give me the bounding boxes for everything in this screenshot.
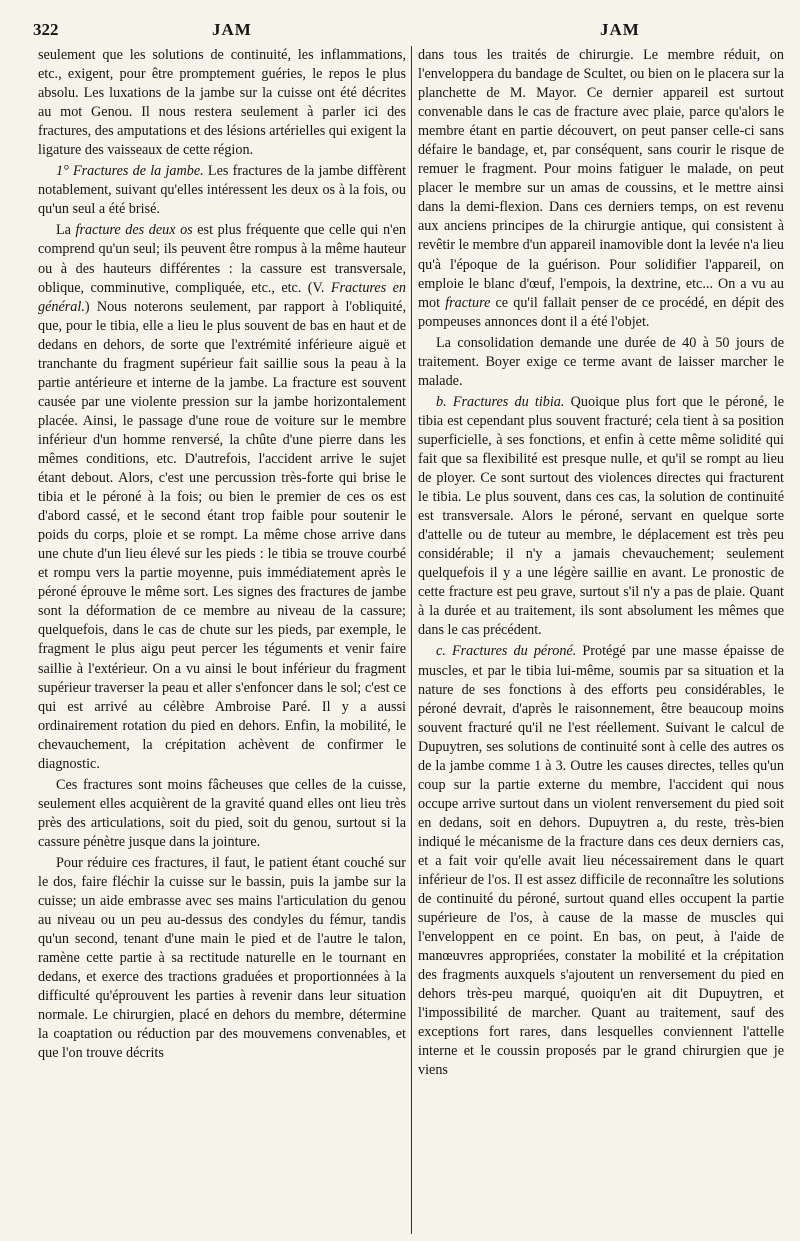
column-divider — [411, 46, 412, 1234]
paragraph-fractures-perone: c. Fractures du péroné. Protégé par une masse épaisse de muscles, et par le tibia lui-même, soumis par sa situation et la nature de ses fonctions à des efforts peu considérables, le péroné devrait, d'après le raisonnement, être beaucoup moins souvent fracturé qu'il ne l'est réellement. Suivant le calcul de Dupuytren, ses solutions de continuité sont à celle des autres os de la jambe comme 1 à 3. Outre les causes directes, telles qu'un coup sur la partie externe du membre, l'accident qui nous occupe arrive surtout dans un violent renversement du pied soit en dedans, soit en dehors. Dupuytren a, du reste, très-bien indiqué le mécanisme de la fracture dans ces deux derniers cas, et a fait voir qu'elle avait lieu nécessairement dans le quart inférieur de l'os. Il est assez difficile de reconnaître les solutions de continuité du péroné, surtout quand elles occupent la partie supérieure de l'os, à cause de la masse de muscles qui l'enveloppent en ce point. En bas, on peut, à l'aide de manœuvres appropriées, constater la mobilité et la crépitation des fragments auxquels s'ajoutent un renversement du pied en dehors très-peu marqué, quoiqu'en ait dit Dupuytren, et l'impossibilité de marcher. Quant au traitement, sauf des exceptions fort rares, dans lesquelles conviennent l'attelle interne et le coussin proposés par le grand chirurgien que je viens — [418, 643, 784, 1079]
running-title-left: JAM — [212, 20, 252, 39]
paragraph-consolidation: La consolidation demande une durée de 40 à 50 jours de traitement. Boyer exige ce terme avant de laisser marcher le malade. — [418, 334, 784, 389]
running-title-right: JAM — [600, 20, 640, 39]
left-column — [38, 46, 406, 1241]
section-heading: b. Fractures du tibia. — [436, 393, 565, 410]
section-heading: c. Fractures du péroné. — [436, 643, 577, 660]
page-number: 322 — [33, 20, 59, 39]
paragraph-continuation: seulement que les solutions de continuité, les inflammations, etc., exigent, pour être promptement guéries, le repos le plus absolu. Les luxations de la jambe sur la cuisse ont été décrites au mot Genou. Il nous restera seulement à parler ici des fractures, des amputations et des lésions artérielles qui exigent la ligature des vaisseaux de cette région. — [38, 47, 406, 159]
paragraph-fracture-deux-os: La fracture des deux os est plus fréquente que celle qui n'en comprend qu'un seul; ils peuvent être rompus à la même hauteur ou à des hauteurs différentes : la cassure est transversale, oblique, comminutive, compliquée, etc., etc. (V. Fractures en général.) Nous noterons seulement, par rapport à l'obliquité, que, pour le tibia, elle a lieu le plus souvent de bas en haut et de dedans en dehors, de sorte que l'extrémité inférieure aiguë et tranchante du fragment supérieur fait saillie sous la peau à la partie antérieure et interne de la jambe. La fracture est souvent causée par une violente pression sur la jambe horizontalement placée. Ainsi, le passage d'une roue de voiture sur le membre inférieur d'un homme renversé, la chûte d'une pierre dans les mêmes conditions, etc. D'autrefois, l'accident arrive le sujet étant debout. Alors, c'est une percussion très-forte qui brise le tibia et le péroné à la fois; ou bien le premier de ces os est d'abord cassé, et le second étant trop faible pour soutenir le poids du corps, ploie et se rompt. La même chose arrive dans une chute d'un lieu élevé sur les pieds : le tibia se trouve courbé et rompu vers la partie moyenne, puis immédiatement après le péroné éprouve le même sort. Les signes des fractures de jambe sont la déformation de ce membre au niveau de la cassure; quelquefois, dans le cas de chute sur les pieds, par exemple, le fragment le plus aigu peut percer les téguments et venir faire saillie à l'extérieur. On a vu ainsi le bout inférieur du fragment supérieur traverser la peau et aller s'enfoncer dans le sol; c'est ce qui est arrivé au célèbre Ambroise Paré. Il y a aussi ordinairement rotation du pied en dehors. Enfin, la mobilité, le chevauchement, la crépitation achèvent de confirmer le diagnostic. — [38, 222, 406, 772]
section-heading: 1° Fractures de la jambe. — [56, 163, 204, 180]
paragraph-fractures-tibia: b. Fractures du tibia. Quoique plus fort que le péroné, le tibia est cependant plus souvent fracturé; cela tient à sa position superficielle, à ses fonctions, et enfin à cette même solidité qui fait que sa flexibilité est presque nulle, et qu'il se rompt au lieu de ployer. Ce sont surtout des violences directes qui fracturent le tibia. Le plus souvent, dans ces cas, la solution de continuité est transversale. Alors le péroné, servant en quelque sorte d'attelle ou de tuteur au membre, le déplacement est très peu considérable; il n'y a jamais chevauchement; seulement quelquefois il y a une légère saillie en avant. Le pronostic de cette fracture est peu grave, surtout s'il n'y a pas de plaie. Quant à la durée et au traitement, ils sont absolument les mêmes que dans le cas précédent. — [418, 393, 784, 639]
paragraph-reduction: Pour réduire ces fractures, il faut, le patient étant couché sur le dos, faire fléchir la cuisse sur le bassin, puis la jambe sur la cuisse; un aide embrasse avec ses mains l'articulation du genou au niveau ou un peu au-dessus des condyles du fémur, tandis qu'un second, tenant d'une main le pied et de l'autre le talon, ramène cette partie à sa rectitude naturelle en le tournant en dedans, et exerce des tractions graduées et proportionnées à la difficulté qu'éprouvent les parties à revenir dans leur situation normale. Le chirurgien, placé en dehors du membre, détermine la coaptation ou réduction par des mouvemens convenables, et que l'on trouve décrits — [38, 854, 406, 1062]
right-column — [418, 46, 784, 1241]
paragraph-appareil: dans tous les traités de chirurgie. Le membre réduit, on l'enveloppera du bandage de Scultet, ou bien on le placera sur la planchette de M. Mayor. Ce dernier appareil est surtout convenable dans le cas de fracture avec plaie, parce qu'alors le membre étant en partie découvert, on peut panser celle-ci sans défaire le bandage, et, par conséquent, sans courir le risque de remuer le fragment. Pour moins fatiguer le malade, on peut placer le membre sur un amas de coussins, et le mettre ainsi dans la demi-flexion. Dans ces derniers temps, on est revenu aux anciens principes de la chirurgie antique, qui consistent à revêtir le membre d'un appareil inamovible dont la levée n'a lieu qu'à l'époque de la guérison. Pour solidifier l'appareil, on emploie le blanc d'œuf, l'empois, la dextrine, etc... On a vu au mot fracture ce qu'il fallait penser de ce procédé, en dépit des pompeuses annonces dont il a été l'objet. — [418, 47, 784, 330]
paragraph-gravite: Ces fractures sont moins fâcheuses que celles de la cuisse, seulement elles acquièrent de la gravité quand elles ont lieu très près des articulations, soit du pied, soit du genou, surtout si la cassure pénètre jusque dans la jointure. — [38, 776, 406, 850]
paragraph-fractures-jambe: 1° Fractures de la jambe. Les fractures de la jambe diffèrent notablement, suivant qu'elles intéressent les deux os à la fois, ou qu'un seul a été brisé. — [38, 163, 406, 218]
page-header — [0, 20, 800, 46]
